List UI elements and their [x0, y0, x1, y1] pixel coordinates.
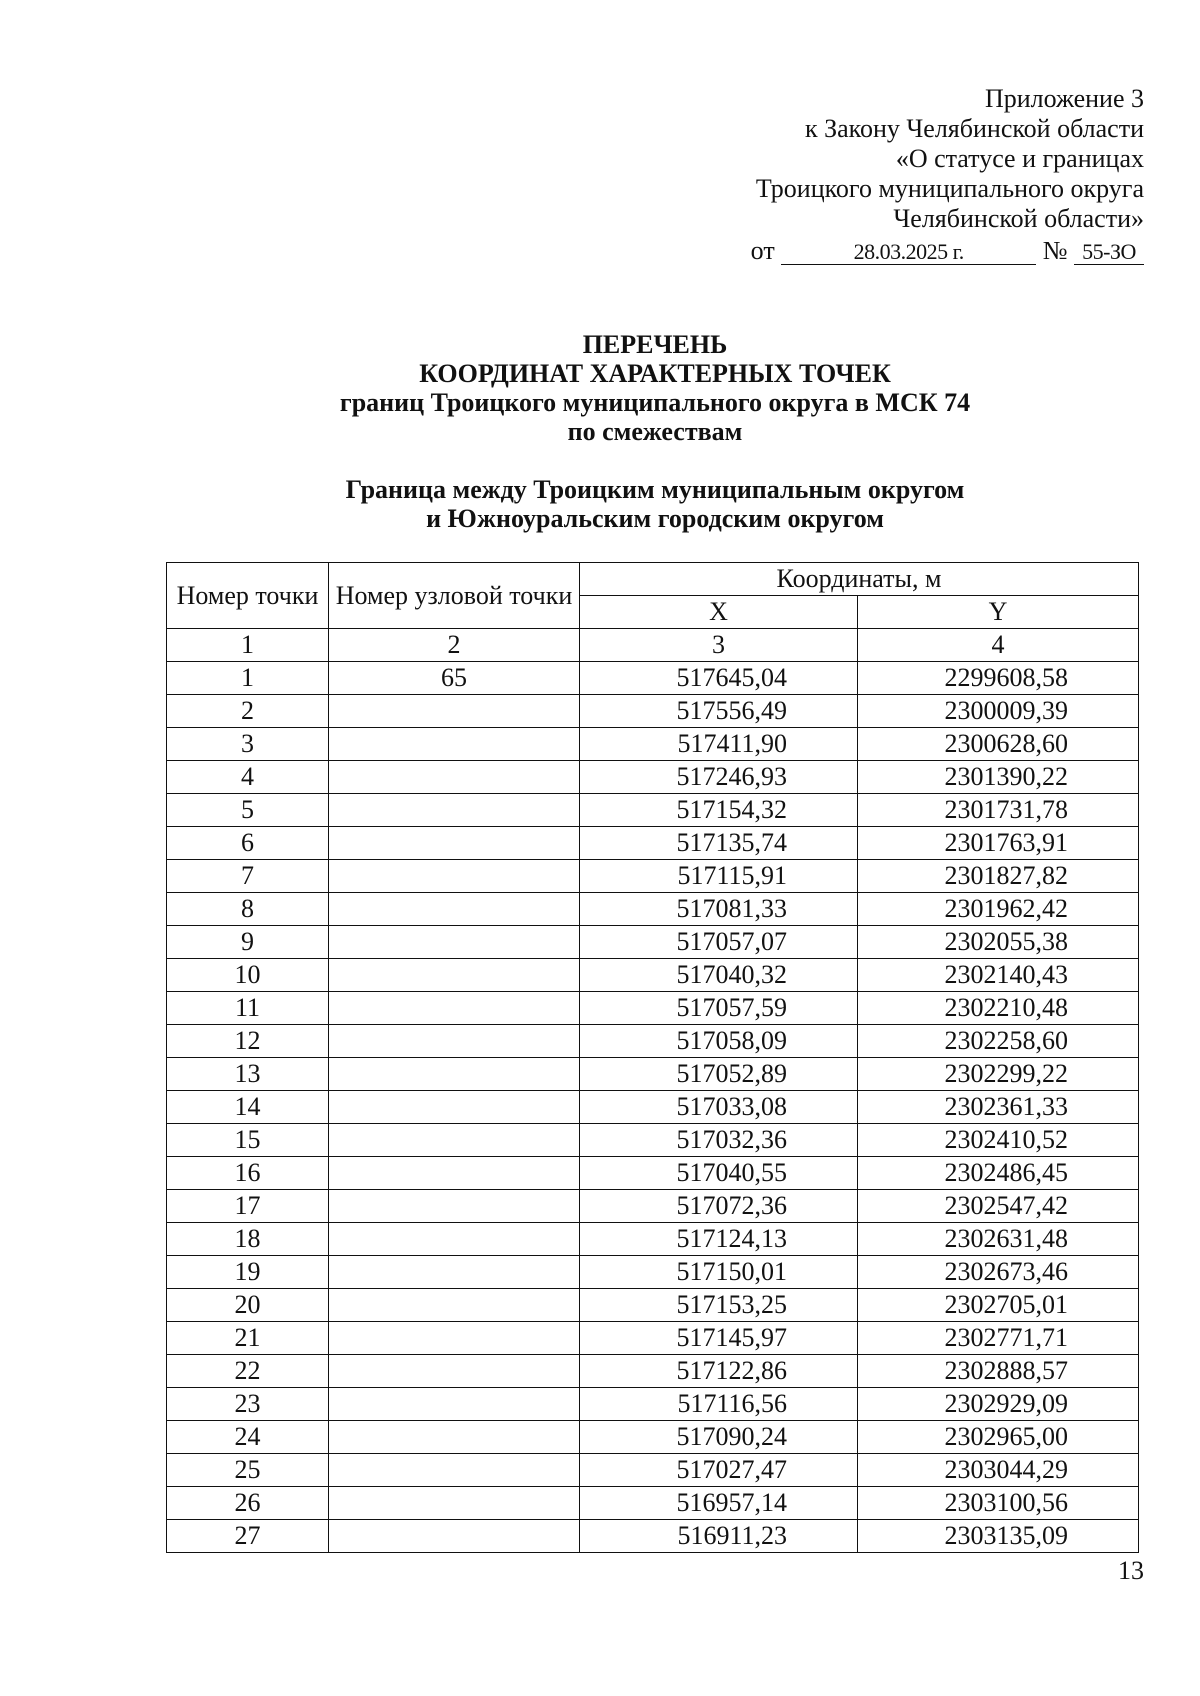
node-number-cell — [329, 1058, 580, 1091]
node-number-cell — [329, 959, 580, 992]
y-coordinate-cell: 2303100,56 — [858, 1487, 1139, 1520]
x-coordinate-cell: 517411,90 — [580, 728, 858, 761]
point-number-cell: 8 — [167, 893, 329, 926]
column-number: 1 — [167, 629, 329, 662]
y-coordinate-cell: 2300009,39 — [858, 695, 1139, 728]
y-coordinate-cell: 2301827,82 — [858, 860, 1139, 893]
node-number-cell — [329, 728, 580, 761]
table-row — [167, 695, 1139, 728]
table-row — [167, 1520, 1139, 1553]
node-number-cell — [329, 1025, 580, 1058]
point-number-cell: 2 — [167, 695, 329, 728]
node-number-cell — [329, 1124, 580, 1157]
table-body — [167, 662, 1139, 1553]
y-coordinate-cell: 2299608,58 — [858, 662, 1139, 695]
title-line-2: КООРДИНАТ ХАРАКТЕРНЫХ ТОЧЕК — [419, 359, 891, 388]
x-coordinate-cell: 517052,89 — [580, 1058, 858, 1091]
node-number-cell — [329, 761, 580, 794]
y-coordinate-cell: 2303135,09 — [858, 1520, 1139, 1553]
appendix-header — [544, 84, 1144, 266]
point-number-cell: 18 — [167, 1223, 329, 1256]
node-number-cell — [329, 1520, 580, 1553]
x-coordinate-cell: 517027,47 — [580, 1454, 858, 1487]
node-number-cell — [329, 1256, 580, 1289]
table-row — [167, 992, 1139, 1025]
appendix-line-2: к Закону Челябинской области — [804, 114, 1144, 143]
header-y: Y — [858, 596, 1139, 629]
y-coordinate-cell: 2302929,09 — [858, 1388, 1139, 1421]
column-number: 4 — [858, 629, 1139, 662]
table-row — [167, 1256, 1139, 1289]
point-number-cell: 22 — [167, 1355, 329, 1388]
column-number-row — [167, 629, 1139, 662]
x-coordinate-cell: 517115,91 — [580, 860, 858, 893]
appendix-line-1: Приложение 3 — [984, 84, 1144, 113]
x-coordinate-cell: 517081,33 — [580, 893, 858, 926]
header-x: X — [580, 596, 858, 629]
table-row — [167, 1355, 1139, 1388]
law-date: 28.03.2025 г. — [781, 240, 1036, 265]
date-prefix: от — [750, 236, 775, 265]
y-coordinate-cell: 2302210,48 — [858, 992, 1139, 1025]
table-row — [167, 662, 1139, 695]
column-number: 2 — [329, 629, 580, 662]
appendix-line-5: Челябинской области» — [893, 204, 1144, 233]
header-coordinates: Координаты, м — [580, 563, 1139, 596]
x-coordinate-cell: 517032,36 — [580, 1124, 858, 1157]
node-number-cell: 65 — [329, 662, 580, 695]
point-number-cell: 26 — [167, 1487, 329, 1520]
x-coordinate-cell: 517246,93 — [580, 761, 858, 794]
table-row — [167, 1157, 1139, 1190]
title-line-3: границ Троицкого муниципального округа в МСК 74 — [339, 388, 971, 417]
appendix-line-4: Троицкого муниципального округа — [755, 174, 1144, 203]
node-number-cell — [329, 860, 580, 893]
point-number-cell: 14 — [167, 1091, 329, 1124]
x-coordinate-cell: 517090,24 — [580, 1421, 858, 1454]
point-number-cell: 13 — [167, 1058, 329, 1091]
x-coordinate-cell: 517150,01 — [580, 1256, 858, 1289]
table-header-row — [167, 563, 1139, 596]
table-row — [167, 893, 1139, 926]
y-coordinate-cell: 2302258,60 — [858, 1025, 1139, 1058]
point-number-cell: 10 — [167, 959, 329, 992]
x-coordinate-cell: 517116,56 — [580, 1388, 858, 1421]
y-coordinate-cell: 2302888,57 — [858, 1355, 1139, 1388]
table-row — [167, 1322, 1139, 1355]
table-row — [167, 860, 1139, 893]
point-number-cell: 16 — [167, 1157, 329, 1190]
table-row — [167, 926, 1139, 959]
point-number-cell: 11 — [167, 992, 329, 1025]
y-coordinate-cell: 2302705,01 — [858, 1289, 1139, 1322]
node-number-cell — [329, 794, 580, 827]
x-coordinate-cell: 517135,74 — [580, 827, 858, 860]
table-row — [167, 1388, 1139, 1421]
table-row — [167, 794, 1139, 827]
x-coordinate-cell: 517124,13 — [580, 1223, 858, 1256]
point-number-cell: 24 — [167, 1421, 329, 1454]
appendix-line-3: «О статусе и границах — [895, 144, 1144, 173]
table-row — [167, 959, 1139, 992]
node-number-cell — [329, 827, 580, 860]
node-number-cell — [329, 992, 580, 1025]
x-coordinate-cell: 517058,09 — [580, 1025, 858, 1058]
law-number: 55-ЗО — [1074, 240, 1144, 265]
title-line-1: ПЕРЕЧЕНЬ — [582, 330, 728, 359]
table-row — [167, 1124, 1139, 1157]
header-node-number: Номер узловой точки — [329, 563, 580, 629]
point-number-cell: 9 — [167, 926, 329, 959]
node-number-cell — [329, 1454, 580, 1487]
x-coordinate-cell: 517153,25 — [580, 1289, 858, 1322]
page-number: 13 — [1118, 1556, 1144, 1585]
node-number-cell — [329, 1487, 580, 1520]
header-point-number: Номер точки — [167, 563, 329, 629]
point-number-cell: 23 — [167, 1388, 329, 1421]
column-number: 3 — [580, 629, 858, 662]
x-coordinate-cell: 517040,55 — [580, 1157, 858, 1190]
x-coordinate-cell: 517072,36 — [580, 1190, 858, 1223]
x-coordinate-cell: 517057,07 — [580, 926, 858, 959]
x-coordinate-cell: 516911,23 — [580, 1520, 858, 1553]
y-coordinate-cell: 2302410,52 — [858, 1124, 1139, 1157]
y-coordinate-cell: 2302771,71 — [858, 1322, 1139, 1355]
table-row — [167, 1454, 1139, 1487]
y-coordinate-cell: 2302486,45 — [858, 1157, 1139, 1190]
node-number-cell — [329, 893, 580, 926]
section-line-1: Граница между Троицким муниципальным округом — [345, 475, 965, 504]
point-number-cell: 17 — [167, 1190, 329, 1223]
point-number-cell: 3 — [167, 728, 329, 761]
node-number-cell — [329, 1223, 580, 1256]
table-row — [167, 728, 1139, 761]
y-coordinate-cell: 2302140,43 — [858, 959, 1139, 992]
point-number-cell: 6 — [167, 827, 329, 860]
node-number-cell — [329, 1355, 580, 1388]
y-coordinate-cell: 2300628,60 — [858, 728, 1139, 761]
x-coordinate-cell: 517145,97 — [580, 1322, 858, 1355]
table-row — [167, 761, 1139, 794]
x-coordinate-cell: 517122,86 — [580, 1355, 858, 1388]
table-row — [167, 1091, 1139, 1124]
y-coordinate-cell: 2302965,00 — [858, 1421, 1139, 1454]
y-coordinate-cell: 2301390,22 — [858, 761, 1139, 794]
y-coordinate-cell: 2302547,42 — [858, 1190, 1139, 1223]
table-row — [167, 827, 1139, 860]
point-number-cell: 5 — [167, 794, 329, 827]
point-number-cell: 12 — [167, 1025, 329, 1058]
y-coordinate-cell: 2302055,38 — [858, 926, 1139, 959]
point-number-cell: 25 — [167, 1454, 329, 1487]
node-number-cell — [329, 1091, 580, 1124]
node-number-cell — [329, 695, 580, 728]
x-coordinate-cell: 517040,32 — [580, 959, 858, 992]
x-coordinate-cell: 516957,14 — [580, 1487, 858, 1520]
x-coordinate-cell: 517057,59 — [580, 992, 858, 1025]
point-number-cell: 21 — [167, 1322, 329, 1355]
document-title — [0, 330, 1200, 446]
table-row — [167, 1223, 1139, 1256]
x-coordinate-cell: 517033,08 — [580, 1091, 858, 1124]
y-coordinate-cell: 2302673,46 — [858, 1256, 1139, 1289]
y-coordinate-cell: 2302361,33 — [858, 1091, 1139, 1124]
number-prefix: № — [1042, 236, 1068, 265]
point-number-cell: 20 — [167, 1289, 329, 1322]
y-coordinate-cell: 2301731,78 — [858, 794, 1139, 827]
y-coordinate-cell: 2302631,48 — [858, 1223, 1139, 1256]
y-coordinate-cell: 2301763,91 — [858, 827, 1139, 860]
y-coordinate-cell: 2302299,22 — [858, 1058, 1139, 1091]
point-number-cell: 7 — [167, 860, 329, 893]
node-number-cell — [329, 1190, 580, 1223]
y-coordinate-cell: 2301962,42 — [858, 893, 1139, 926]
node-number-cell — [329, 1421, 580, 1454]
node-number-cell — [329, 1388, 580, 1421]
table-row — [167, 1190, 1139, 1223]
point-number-cell: 1 — [167, 662, 329, 695]
table-row — [167, 1289, 1139, 1322]
section-title — [0, 475, 1200, 533]
table-row — [167, 1421, 1139, 1454]
node-number-cell — [329, 1322, 580, 1355]
x-coordinate-cell: 517556,49 — [580, 695, 858, 728]
coordinates-table — [166, 562, 1139, 1553]
point-number-cell: 27 — [167, 1520, 329, 1553]
point-number-cell: 19 — [167, 1256, 329, 1289]
x-coordinate-cell: 517154,32 — [580, 794, 858, 827]
point-number-cell: 15 — [167, 1124, 329, 1157]
title-line-4: по смежествам — [567, 417, 743, 446]
node-number-cell — [329, 1157, 580, 1190]
point-number-cell: 4 — [167, 761, 329, 794]
law-date-number-line — [544, 236, 1144, 266]
y-coordinate-cell: 2303044,29 — [858, 1454, 1139, 1487]
node-number-cell — [329, 1289, 580, 1322]
table-row — [167, 1487, 1139, 1520]
x-coordinate-cell: 517645,04 — [580, 662, 858, 695]
section-line-2: и Южноуральским городским округом — [426, 504, 884, 533]
table-row — [167, 1058, 1139, 1091]
node-number-cell — [329, 926, 580, 959]
table-row — [167, 1025, 1139, 1058]
